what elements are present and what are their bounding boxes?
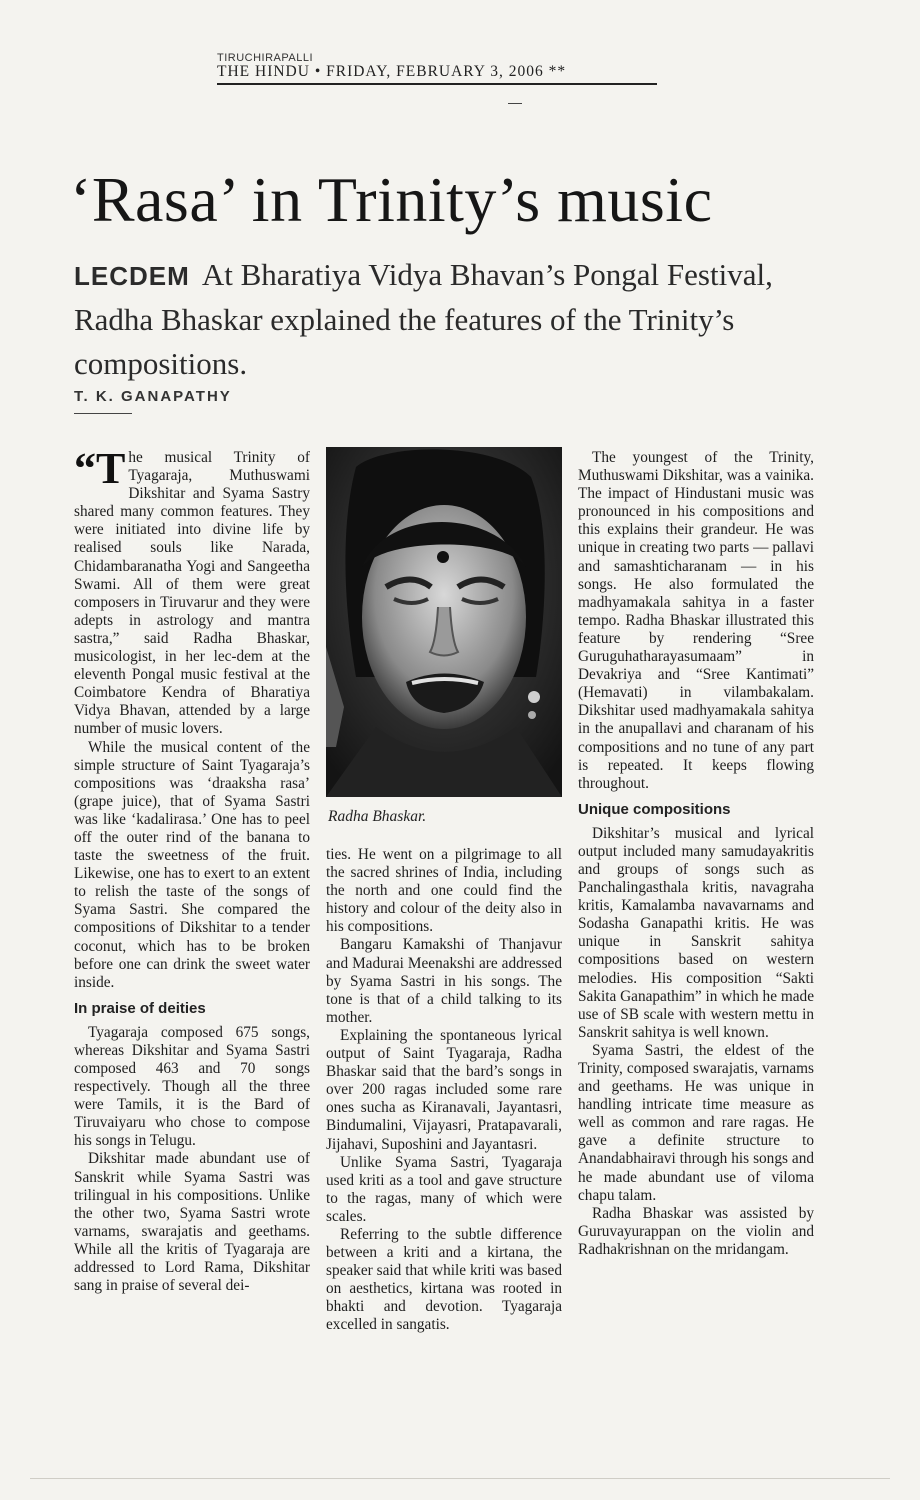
paragraph-text: he musical Trinity of Tyagaraja, Muthuswami Dikshitar and Syama Sastry shared many common features. They were initiated into divine life by realised souls like Narada, Chidambaranatha Yogi and Sangeetha Swami. All of them were great composers in Tiruvarur and they were adepts in astrology and mantra sastra,” said Radha Bhaskar, musicologist, in her lec-dem at the eleventh Pongal music festival at the Coimbatore Kendra of Bharatiya Vidya Bhavan, attended by a large number of music lovers. (74, 449, 310, 738)
portrait-photo (326, 447, 562, 797)
drop-quote: “ (74, 444, 96, 493)
paragraph: Syama Sastri, the eldest of the Trinity, composed swarajatis, varnams and geethams. He was unique in handling intricate time measure as well as common and rare ragas. He gave a definite structure to Anandabhairavi through his songs and he made abundant use of viloma chapu talam. (578, 1041, 814, 1204)
dateline-tick (508, 103, 522, 104)
byline-rule (74, 413, 132, 414)
paragraph: Referring to the subtle difference between a kriti and a kirtana, the speaker said that while kriti was based on aesthetics, kirtana was rooted in bhakti and devotion. Tyagaraja excelled in sangatis. (326, 1225, 562, 1334)
drop-cap (74, 444, 126, 493)
column-1 (74, 444, 310, 1489)
column-3 (578, 449, 814, 1489)
paragraph: Dikshitar’s musical and lyrical output included many samudayakritis and groups of songs such as Panchalingasthala kritis, navagraha kritis, Kamalamba navavarnams and Sodasha Ganapathi kritis. He was unique in Sanskrit sahitya compositions based on western melodies. His composition “Sakti Sakita Ganapathim” in which he made use of SB scale with western mettu in Sanskrit sahitya is well known. (578, 824, 814, 1041)
paragraph: Bangaru Kamakshi of Thanjavur and Madurai Meenakshi are addressed by Syama Sastri in his songs. The tone is that of a child talking to its mother. (326, 936, 562, 1026)
subhead: Unique compositions (578, 800, 731, 818)
kicker: LECDEM (74, 261, 190, 291)
dateline-city: TIRUCHIRAPALLI (217, 52, 314, 64)
deck-text: At Bharatiya Vidya Bhavan’s Pongal Festival, Radha Bhaskar explained the features of the Trinity’s compositions. (74, 257, 773, 381)
paragraph: Explaining the spontaneous lyrical output of Saint Tyagaraja, Radha Bhaskar said that the bard’s songs in over 200 ragas included some rare ones sucha as Kiranavali, Jayantasri, Bindumalini, Vijayasri, Pratapavarali, Jijahavi, Suposhini and Jayantasri. (326, 1026, 562, 1153)
paragraph: Radha Bhaskar was assisted by Guruvayurappan on the violin and Radhakrishnan on the mridangam. (578, 1204, 814, 1258)
dateline-rule (217, 83, 657, 85)
paragraph (74, 444, 310, 739)
clipping-edge (30, 1478, 890, 1479)
dateline: THE HINDU • FRIDAY, FEBRUARY 3, 2006 ** (217, 63, 567, 80)
byline: T. K. GANAPATHY (74, 388, 232, 405)
paragraph: Dikshitar made abundant use of Sanskrit while Syama Sastri was trilingual in his compositions. Unlike the other two, Syama Sastri wrote varnams, swarajatis and geethams. While all the kritis of Tyagaraja are addressed to Lord Rama, Dikshitar sang in praise of several dei- (74, 1150, 310, 1295)
drop-letter: T (96, 444, 126, 493)
paragraph: Tyagaraja composed 675 songs, whereas Dikshitar and Syama Sastri composed 463 and 70 songs respectively. Though all the three were Tamils, it is the Bard of Tiruvaiyaru who chose to compose his songs in Telugu. (74, 1023, 310, 1150)
paragraph: Unlike Syama Sastri, Tyagaraja used kriti as a tool and gave structure to the ragas, many of which were scales. (326, 1153, 562, 1225)
photo-caption: Radha Bhaskar. (328, 808, 427, 825)
column-2 (326, 846, 562, 1486)
paragraph: The youngest of the Trinity, Muthuswami Dikshitar, was a vainika. The impact of Hindustani music was pronounced in his compositions and this explains their grandeur. He was unique in creating two parts — pallavi and samashticharanam — in his songs. He also formulated the madhyamakala sahitya in a faster tempo. Radha Bhaskar illustrated this feature by rendering “Sree Guruguhatharayasumaam” in Devakriya and “Sree Kantimati” (Hemavati) in vilambakalam. Dikshitar used madhyamakala sahitya in the anupallavi and charanam of his compositions and no tune of any part is repeated. It keeps flowing throughout. (578, 449, 814, 792)
deck (74, 253, 834, 386)
headline: ‘Rasa’ in Trinity’s music (70, 164, 713, 235)
paragraph: While the musical content of the simple structure of Saint Tyagaraja’s compositions was ‘draaksha rasa’ (grape juice), that of Syama Sastri was like ‘kadalirasa.’ One has to peel off the outer rind of the banana to taste the sweetness of the fruit. Likewise, one has to exert to an extent to relish the taste of the songs of Syama Sastri. She compared the compositions of Dikshitar to a tender coconut, which has to be broken before one can drink the sweet water inside. (74, 738, 310, 991)
paragraph: ties. He went on a pilgrimage to all the sacred shrines of India, including the north and one could find the history and colour of the deity also in his compositions. (326, 846, 562, 936)
subhead: In praise of deities (74, 999, 206, 1017)
portrait-image (326, 447, 562, 797)
